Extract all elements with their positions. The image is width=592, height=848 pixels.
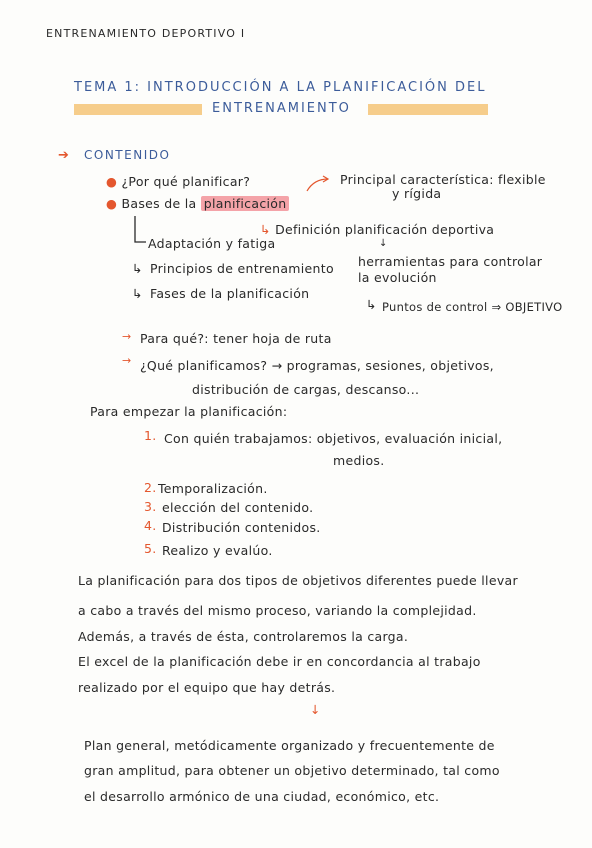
control-points-arrow-icon: ↳: [366, 297, 377, 312]
side-note-line1: Principal característica: flexible: [340, 172, 546, 187]
bullet-text: ¿Por qué planificar?: [121, 174, 251, 189]
bullet-dot-icon: ●: [106, 196, 118, 211]
step-text: Distribución contenidos.: [162, 520, 321, 535]
curved-arrow-icon: [304, 174, 332, 194]
definition-paragraph-line: Plan general, metódicamente organizado y frecuentemente de: [84, 738, 495, 753]
bullet-text: Bases de la: [121, 196, 197, 211]
sub-item: Fases de la planificación: [150, 286, 310, 301]
definition-item: [260, 222, 494, 237]
down-arrow-icon: ↓: [310, 702, 321, 717]
title-highlight-left: [74, 104, 202, 115]
arrow-icon: →: [122, 330, 132, 343]
step-number: 4.: [144, 518, 157, 533]
side-note-line2: y rígida: [392, 186, 442, 201]
arrow-right-icon: ➔: [58, 148, 70, 163]
tools-line2: la evolución: [358, 270, 437, 285]
bullet-dot-icon: ●: [106, 174, 118, 189]
down-arrow-icon: ↓: [379, 238, 388, 249]
title-highlight-right: [368, 104, 488, 115]
step-text: Realizo y evalúo.: [162, 543, 273, 558]
definition-paragraph-line: gran amplitud, para obtener un objetivo determinado, tal como: [84, 763, 500, 778]
step-text: elección del contenido.: [162, 500, 314, 515]
paragraph-line: a cabo a través del mismo proceso, variando la complejidad.: [78, 603, 477, 618]
que-planificamos-line2: distribución de cargas, descanso...: [192, 382, 420, 397]
definition-text: Definición planificación deportiva: [275, 222, 495, 237]
arrow-icon: →: [122, 354, 132, 367]
bracket-line: [130, 214, 150, 248]
branch-arrow-icon: ↳: [260, 222, 271, 237]
sub-item-arrow-icon: ↳: [132, 261, 143, 276]
step-number: 2.: [144, 480, 157, 495]
empezar-heading: Para empezar la planificación:: [90, 404, 288, 419]
definition-paragraph-line: el desarrollo armónico de una ciudad, económico, etc.: [84, 789, 440, 804]
bullet-bases: [106, 196, 289, 211]
bullet-why-plan: [106, 174, 250, 189]
section-title: CONTENIDO: [84, 148, 171, 162]
step-number: 3.: [144, 499, 157, 514]
paragraph-line: realizado por el equipo que hay detrás.: [78, 680, 336, 695]
step-text-continued: medios.: [333, 453, 385, 468]
que-planificamos-line1: ¿Qué planificamos? → programas, sesiones, objetivos,: [140, 358, 494, 373]
page-header: ENTRENAMIENTO DEPORTIVO I: [46, 27, 246, 40]
sub-item: Principios de entrenamiento: [150, 261, 334, 276]
para-que: Para qué?: tener hoja de ruta: [140, 331, 332, 346]
step-number: 5.: [144, 541, 157, 556]
paragraph-line: Además, a través de ésta, controlaremos la carga.: [78, 629, 409, 644]
topic-title-line1: TEMA 1: INTRODUCCIÓN A LA PLANIFICACIÓN DEL: [74, 80, 487, 95]
step-text: Con quién trabajamos: objetivos, evaluación inicial,: [164, 431, 503, 446]
control-points: Puntos de control ⇒ OBJETIVO: [382, 300, 563, 314]
tools-line1: herramientas para controlar: [358, 254, 543, 269]
step-text: Temporalización.: [158, 481, 268, 496]
sub-item-arrow-icon: ↳: [132, 286, 143, 301]
highlighted-word: planificación: [201, 196, 290, 211]
paragraph-line: El excel de la planificación debe ir en concordancia al trabajo: [78, 654, 481, 669]
topic-title-line2: ENTRENAMIENTO: [212, 101, 351, 116]
paragraph-line: La planificación para dos tipos de objetivos diferentes puede llevar: [78, 573, 518, 588]
sub-item: Adaptación y fatiga: [148, 236, 276, 251]
step-number: 1.: [144, 428, 157, 443]
